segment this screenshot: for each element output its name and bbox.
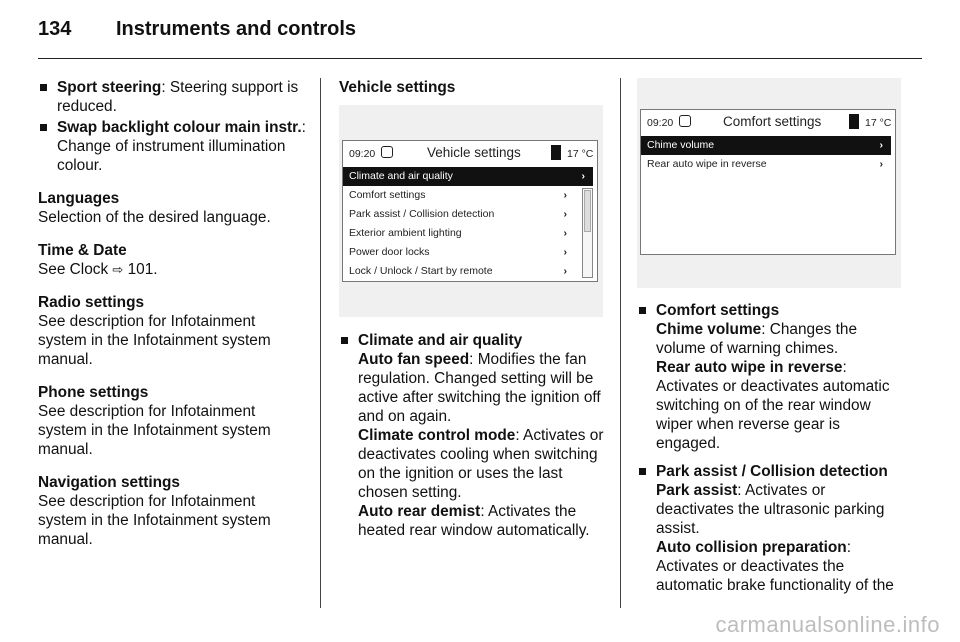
column-divider-right xyxy=(620,78,621,608)
section-body: Selection of the desired language. xyxy=(38,209,271,226)
entry-climate-control-mode: Climate control mode: Activates or deactivates cooling when switching on the ignition or uses the last chosen setting. xyxy=(358,427,604,501)
chevron-right-icon: › xyxy=(563,246,567,258)
menu-item-comfort-settings[interactable]: Comfort settings › xyxy=(343,186,575,205)
vehicle-settings-heading: Vehicle settings xyxy=(339,79,456,96)
display-temperature: 17 °C xyxy=(567,148,594,160)
menu-item-power-door-locks[interactable]: Power door locks › xyxy=(343,243,575,262)
watermark: carmanualsonline.info xyxy=(715,612,940,637)
entry-auto-rear-demist: Auto rear demist: Activates the heated rear window automatically. xyxy=(358,503,590,539)
bullet-swap-backlight: Swap backlight colour main instr.: Change of instrument illumination colour. xyxy=(38,118,306,175)
thermometer-icon xyxy=(551,145,561,160)
bullet-sport-steering: Sport steering: Steering support is reduced. xyxy=(38,78,306,116)
menu-item-exterior-ambient-lighting[interactable]: Exterior ambient lighting › xyxy=(343,224,575,243)
comfort-settings-screen-image xyxy=(637,78,901,288)
comfort-settings-display xyxy=(640,109,896,255)
chevron-right-icon: › xyxy=(563,265,567,277)
section-radio-settings xyxy=(38,293,306,369)
menu-item-lock-unlock-start[interactable]: Lock / Unlock / Start by remote › xyxy=(343,262,575,281)
display-status-bar xyxy=(343,141,597,167)
display-status-bar xyxy=(641,110,895,136)
entry-auto-fan-speed: Auto fan speed: Modifies the fan regulation. Changed setting will be active after switching the ignition off and on again. xyxy=(358,351,601,425)
section-body: See description for Infotainment system in the Infotainment system manual. xyxy=(38,403,271,458)
section-heading: Radio settings xyxy=(38,294,145,311)
section-heading: Time & Date xyxy=(38,242,127,259)
section-languages xyxy=(38,189,306,227)
middle-column-text xyxy=(339,331,607,540)
right-column-text xyxy=(637,301,905,595)
display-title: Vehicle settings xyxy=(427,145,521,160)
menu-item-park-assist[interactable]: Park assist / Collision detection › xyxy=(343,205,575,224)
entry-rear-auto-wipe: Rear auto wipe in reverse: Activates or deactivates automatic switching on of the rear window wiper when reverse gear is engaged. xyxy=(656,359,890,452)
section-navigation-settings xyxy=(38,473,306,549)
column-divider-left xyxy=(320,78,321,608)
chevron-right-icon: › xyxy=(879,139,883,151)
section-time-date xyxy=(38,241,306,279)
clock-icon xyxy=(381,146,393,158)
header-rule xyxy=(38,58,922,59)
chevron-right-icon: › xyxy=(581,170,585,182)
entry-auto-collision-preparation: Auto collision preparation: Activates or deactivates the automatic brake functionality of the xyxy=(656,539,894,594)
clock-icon xyxy=(679,115,691,127)
middle-column-heading-block xyxy=(339,78,607,97)
chevron-right-icon: › xyxy=(563,189,567,201)
chevron-right-icon: › xyxy=(879,158,883,170)
page-header xyxy=(38,18,356,41)
section-body: See description for Infotainment system in the Infotainment system manual. xyxy=(38,313,271,368)
page-number: 134 xyxy=(38,18,72,40)
bullet-climate-air-quality: Climate and air quality xyxy=(339,331,607,350)
entry-chime-volume: Chime volume: Changes the volume of warning chimes. xyxy=(656,321,858,357)
page-title: Instruments and controls xyxy=(116,18,357,40)
display-time: 09:20 xyxy=(647,117,674,129)
menu-item-chime-volume[interactable]: Chime volume › xyxy=(641,136,891,155)
display-title: Comfort settings xyxy=(723,114,822,129)
menu-item-climate-air-quality[interactable]: Climate and air quality › xyxy=(343,167,593,186)
bullet-park-assist-collision: Park assist / Collision detection xyxy=(637,462,905,481)
section-heading: Phone settings xyxy=(38,384,149,401)
entry-park-assist: Park assist: Activates or deactivates the ultrasonic parking assist. xyxy=(656,482,885,537)
chevron-right-icon: › xyxy=(563,227,567,239)
section-heading: Languages xyxy=(38,190,120,207)
vehicle-settings-screen-image xyxy=(339,105,603,317)
section-heading: Navigation settings xyxy=(38,474,180,491)
display-temperature: 17 °C xyxy=(865,117,892,129)
display-time: 09:20 xyxy=(349,148,376,160)
menu-item-rear-auto-wipe[interactable]: Rear auto wipe in reverse › xyxy=(641,155,891,174)
thermometer-icon xyxy=(849,114,859,129)
menu-scrollbar[interactable] xyxy=(582,188,593,278)
section-body: See Clock ⇨ 101. xyxy=(38,261,158,278)
left-column xyxy=(38,78,306,549)
page-reference-arrow-icon[interactable]: ⇨ xyxy=(112,262,124,277)
section-body: See description for Infotainment system in the Infotainment system manual. xyxy=(38,493,271,548)
bullet-comfort-settings: Comfort settings xyxy=(637,301,905,320)
scrollbar-thumb[interactable] xyxy=(584,190,591,232)
section-phone-settings xyxy=(38,383,306,459)
chevron-right-icon: › xyxy=(563,208,567,220)
vehicle-settings-display xyxy=(342,140,598,282)
